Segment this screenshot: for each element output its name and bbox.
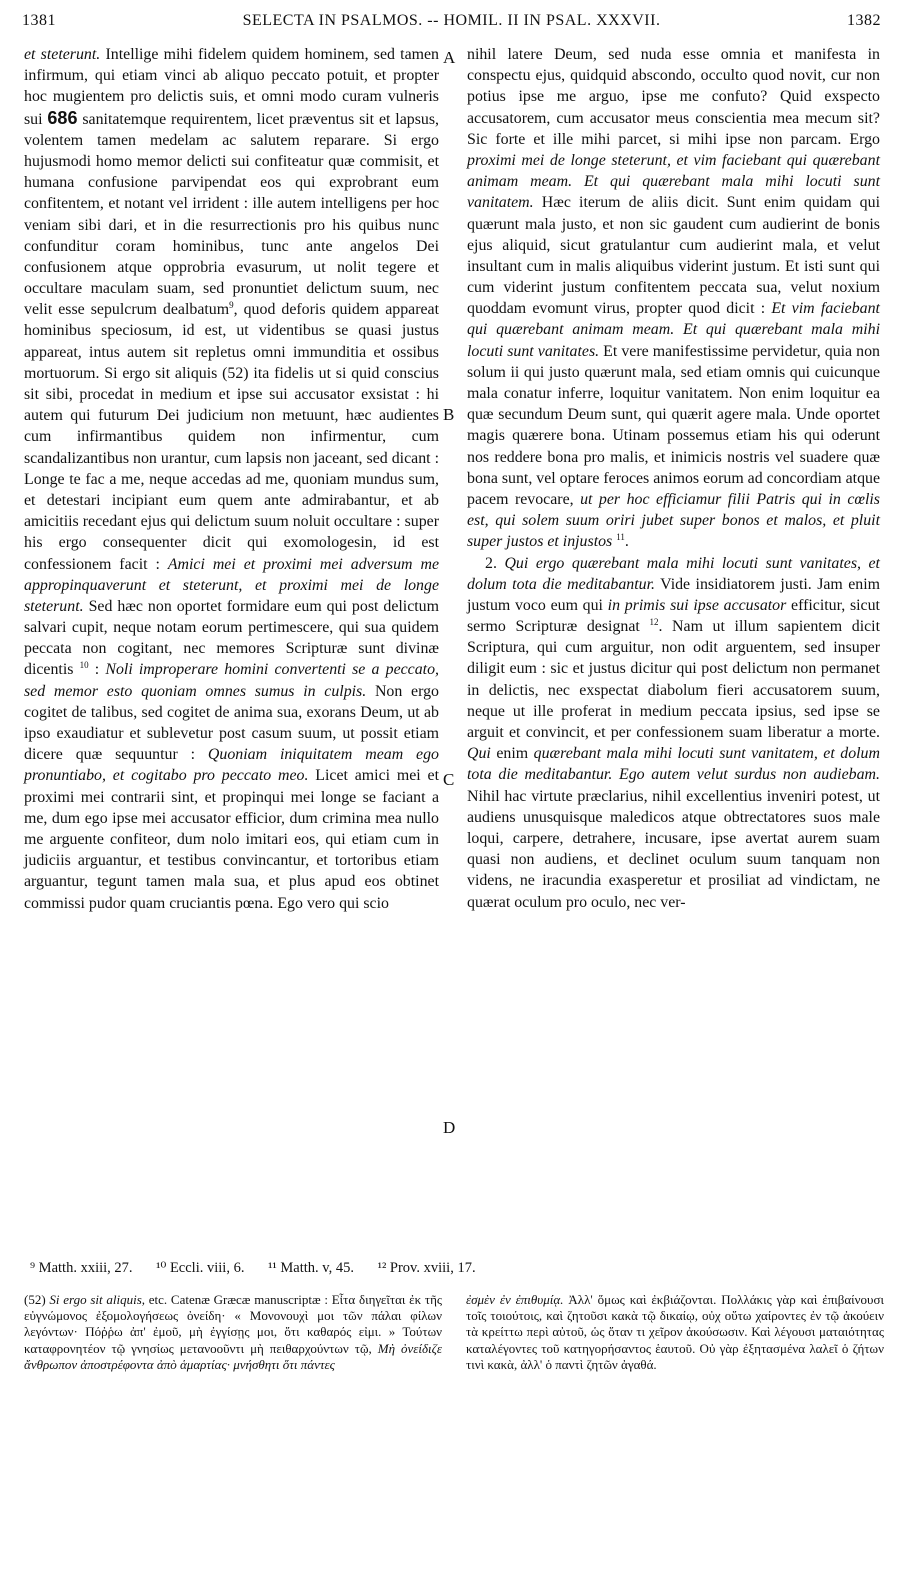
body-text: Intellige mihi fidelem quidem hominem, sed tamen infirmum, qui etiam vinci ab aliquo peccato potuit, et propter hoc mugientem pro delictis suis, et omni modo curam vulneris sui: [24, 46, 440, 128]
body-text: Vide insidiatorem justi. Jam enim justum voco eum qui: [467, 575, 881, 614]
paragraph-number: 2.: [485, 554, 497, 572]
page-number-right: 1382: [847, 12, 881, 29]
column-number: 686: [47, 107, 78, 128]
scripture-quote: Amici mei et proximi mei adversum me appropinquaverunt et steterunt, et proximi mei de longe steterunt.: [24, 555, 439, 615]
body-text: Hæc iterum de aliis dicit. Sunt enim quidam qui quærunt mala justo, et non sic gaudent cum audierint de bonis ejus aliquid, sicut gratulantur cum audierint mala, et velut insultant cum in malis aliquibus viderint justum. Et isti sunt qui cum viderint justum confitentem peccata sua, velut noxium quoddam evomunt virus, propter quod dicit :: [467, 194, 880, 318]
scripture-quote: Qui: [467, 745, 491, 763]
margin-marker-c: C: [443, 770, 455, 789]
body-text: .: [624, 533, 629, 551]
reference-9: ⁹ Matth. xxiii, 27.: [30, 1260, 133, 1276]
footnote-right: [466, 1292, 884, 1373]
footnote-ref: 10: [79, 660, 89, 671]
body-text: Licet amici mei et proximi mei contrarii sint, et propinqui mei longe se faciant a me, dum ego ipse mei accusator efficior, dum crimina mea nullo me arguente confiteor, dum nolo imitari eos, qui etiam cum in judiciis arguantur, et testibus convincantur, et tortoribus etiam arguantur, tegunt tamen mala sua, et plus apud eos obtinet commissi pudor quam cruciantis pœna. Ego vero qui scio: [24, 767, 439, 912]
body-text: efficitur, sicut sermo Scripturæ designat: [467, 596, 880, 636]
left-paragraph: [24, 44, 439, 914]
scripture-quote: Qui ergo quærebant mala mihi locuti sunt vanitates, et dolum tota die meditabantur.: [467, 554, 880, 593]
scripture-quote: quærebant mala mihi locuti sunt vanitatem, et dolum tota die meditabantur. Ego autem velut surdus non audiebam.: [467, 745, 880, 784]
footnote-left: [24, 1292, 442, 1373]
body-text: nihil latere Deum, sed nuda esse omnia et manifesta in conspectu ejus, quidquid abscondo, occulto quod novit, cur non potius ipse me arguo, ipse me confuto? Quid exspecto accusatorem, cum accusator meus conscientia mea mecum sit? Sic forte et ille mihi parcet, si mihi ipse non parcam. Ergo: [467, 46, 880, 148]
body-text: Et vere manifestissime pervidetur, quia non solum ii qui justo quærunt mala, sed etiam omnis qui cuicunque mala conatur inferre, loquitur vanitatem. Non enim loquitur ea quæ secundum Deum sunt, qui quærit agere mala. Unde oportet magis quærere bona. Utinam possemus etiam his qui oderunt nos reddere bona pro malis, et inimicis nostris vel suadere quæ bona sunt, vel optare feroces animos eorum ad concordiam atque pacem revocare,: [467, 342, 881, 508]
scripture-quote: proximi mei de longe steterunt, et vim faciebant qui quærebant animam meam. Et qui quærebant mala mihi locuti sunt vanitatem.: [467, 151, 880, 212]
note-label: (52): [24, 1292, 46, 1307]
running-title: SELECTA IN PSALMOS. -- HOMIL. II IN PSAL. XXXVII.: [242, 12, 661, 29]
left-text-column: [24, 44, 439, 914]
footnote-ref: 9: [229, 300, 234, 311]
scripture-quote: et steterunt.: [24, 46, 101, 63]
reference-10: ¹⁰ Eccli. viii, 6.: [156, 1260, 245, 1276]
body-text: enim: [496, 745, 529, 763]
scripture-quote: ut per hoc efficiamur filii Patris qui in cœlis est, qui solem suum oriri jubet super bonos et malos, et pluit super justos et injustos: [467, 490, 880, 551]
note-lemma: Si ergo sit aliquis,: [49, 1292, 146, 1307]
reference-12: ¹² Prov. xviii, 17.: [377, 1260, 476, 1276]
note-quote: ἐσμὲν ἐν ἐπιθυμίᾳ.: [466, 1292, 564, 1307]
right-paragraph-1: [467, 44, 880, 553]
margin-marker-b: B: [443, 405, 455, 424]
scripture-quote: Quoniam iniquitatem meam ego pronuntiabo, et cogitabo pro peccato meo.: [24, 746, 439, 785]
footnote-ref: 12: [649, 617, 659, 628]
note-quote: Μὴ ὀνείδιζε ἄνθρωπον ἀποστρέφοντα ἀπὸ ἁμαρτίας· μνήσθητι ὅτι πάντες: [24, 1340, 443, 1372]
running-header: [22, 12, 881, 34]
body-text: , quod deforis quidem appareat hominibus speciosum, id est, ut videntibus se quasi justus appareat, intus autem sit repletus omni immunditia et ossibus mortuorum. Si ergo sit aliquis (52) ita fidelis ut si quid conscius sit sibi, procedat in medium et ipse sui accusator exsistat : hi autem qui futurum Dei judicium non metuunt, hæc audientes cum infirmantibus quidem non infirmentur, cum scandalizantibus non urantur, cum lapsis non jaceant, sed dicant : Longe te fac a me, neque accedas ad me, quoniam mundus sum, et detestari incipiant eum quem ante admirabantur, et ab amicitiis recedant ejus qui delictum suum noluit occultare : super his ergo consequenter dicit qui exomologesin, id est confessionem facit :: [24, 301, 440, 573]
note-text: Ἀλλ' ὅμως καὶ ἐκβιάζονται. Πολλάκις γὰρ καὶ ἐπιβαίνουσι τοῖς τοιούτοις, καὶ ζητοῦσι κακὰ τῷ δικαίῳ, οὐχ οὕτω χαίροντες ἐν τῷ ἀκούειν τὰ κρείττω περὶ αὐτοῦ, ὡς ὅταν τι χεῖρον ἀκούσωσιν. Καὶ λέγουσι ματαιότητας καταλέγοντες τοῦ κατηγορήσαντος ἑαυτοῦ. Οὐ γὰρ ἐξητασμένα λαλεῖ ὁ ζήτων τινὶ κακὰ, ἀλλ' ὁ παντὶ ζητῶν ἀγαθά.: [466, 1292, 884, 1372]
margin-marker-a: A: [443, 48, 456, 67]
body-text: Nihil hac virtute præclarius, nihil excellentius inveniri potest, ut audiens unusquisque maledicos atque obtrectatores suos male loqui, carpere, detrahere, incusare, ipse avertat aurem suam quasi non audiens, et declinet oculum suum tanquam non videns, ne iracundia exasperetur et prosiliat ad vindictam, ne quærat oculum pro oculo, nec ver-: [467, 787, 880, 911]
right-text-column: [467, 44, 880, 913]
body-text: sanitatemque requirentem, licet præventus sit et lapsus, volentem tamen medelam ac salutem reparare. Si ergo hujusmodi homo memor delicti sui confiteatur quæ commisit, et humana confusione parvipendat eos qui exprobrant eum confitentem, et notant vel irrident : ille autem intelligens per hoc veniam sibi dari, et in die resurrectionis pro his quibus nunc confunditur coram hominibus, tunc ante angelos Dei confusionem atque opprobria evasurum, ut nolit tegere et occultare maculam suam, sed pronuntiet delictum suum, nec velit esse sepulcrum dealbatum: [24, 110, 439, 319]
footnote-ref: 11: [616, 532, 625, 543]
scripture-references: [30, 1260, 880, 1277]
page-number-left: 1381: [22, 12, 56, 29]
margin-marker-d: D: [443, 1118, 456, 1137]
right-paragraph-2: [467, 553, 880, 913]
emphasis-text: in primis sui ipse accusator: [607, 596, 787, 614]
reference-11: ¹¹ Matth. v, 45.: [268, 1260, 354, 1276]
scripture-quote: Noli improperare homini convertenti se a peccato, sed memor esto quoniam omnes sumus in culpis.: [24, 661, 440, 700]
body-text: Non ergo cogitet de talibus, sed cogitet de anima sua, exorans Deum, ut ab ipso exaudiatur et sublevetur post casum suum, ut possit etiam dicere quæ sequuntur :: [24, 682, 439, 764]
body-text: :: [88, 661, 100, 679]
note-text: etc. Catenæ Græcæ manuscriptæ : Εἶτα διηγεῖται ἐκ τῆς εὐγνώμονος ἐξομολογήσεως ὀνείδη· « Μονονουχὶ μοι τῶν πάλαι φίλων λεγόντων· Πόῤῥω ἀπ' ἐμοῦ, μὴ ἐγγίσῃς μοι, ὅτι καθαρός εἰμι. » Τούτων καταφρονητέον τῷ γνησίως μετανοοῦντι μὴ πειθαρχούντων τῷ,: [24, 1292, 443, 1356]
body-text: . Nam ut illum sapientem dicit Scriptura, qui cum arguitur, non odit arguentem, sed insuper diligit eum : sic et justus dicitur qui post delictum non permanet in delictis, nec exspectat diabolum fieri accusatorem suum, neque ut ille proferat in medium peccata ipsius, sed ipse se arguit et convincit, et per confessionem suam liberatur a morte.: [467, 618, 880, 741]
body-text: Sed hæc non oportet formidare eum qui post delictum salvari cupit, neque notam eorum pertimescere, qui sua quidem peccata non cogitant, nec memores Scripturæ sunt divinæ dicentis: [24, 597, 439, 679]
scripture-quote: Et vim faciebant qui quærebant animam meam. Et qui quærebant mala mihi locuti sunt vanitates.: [467, 300, 880, 360]
